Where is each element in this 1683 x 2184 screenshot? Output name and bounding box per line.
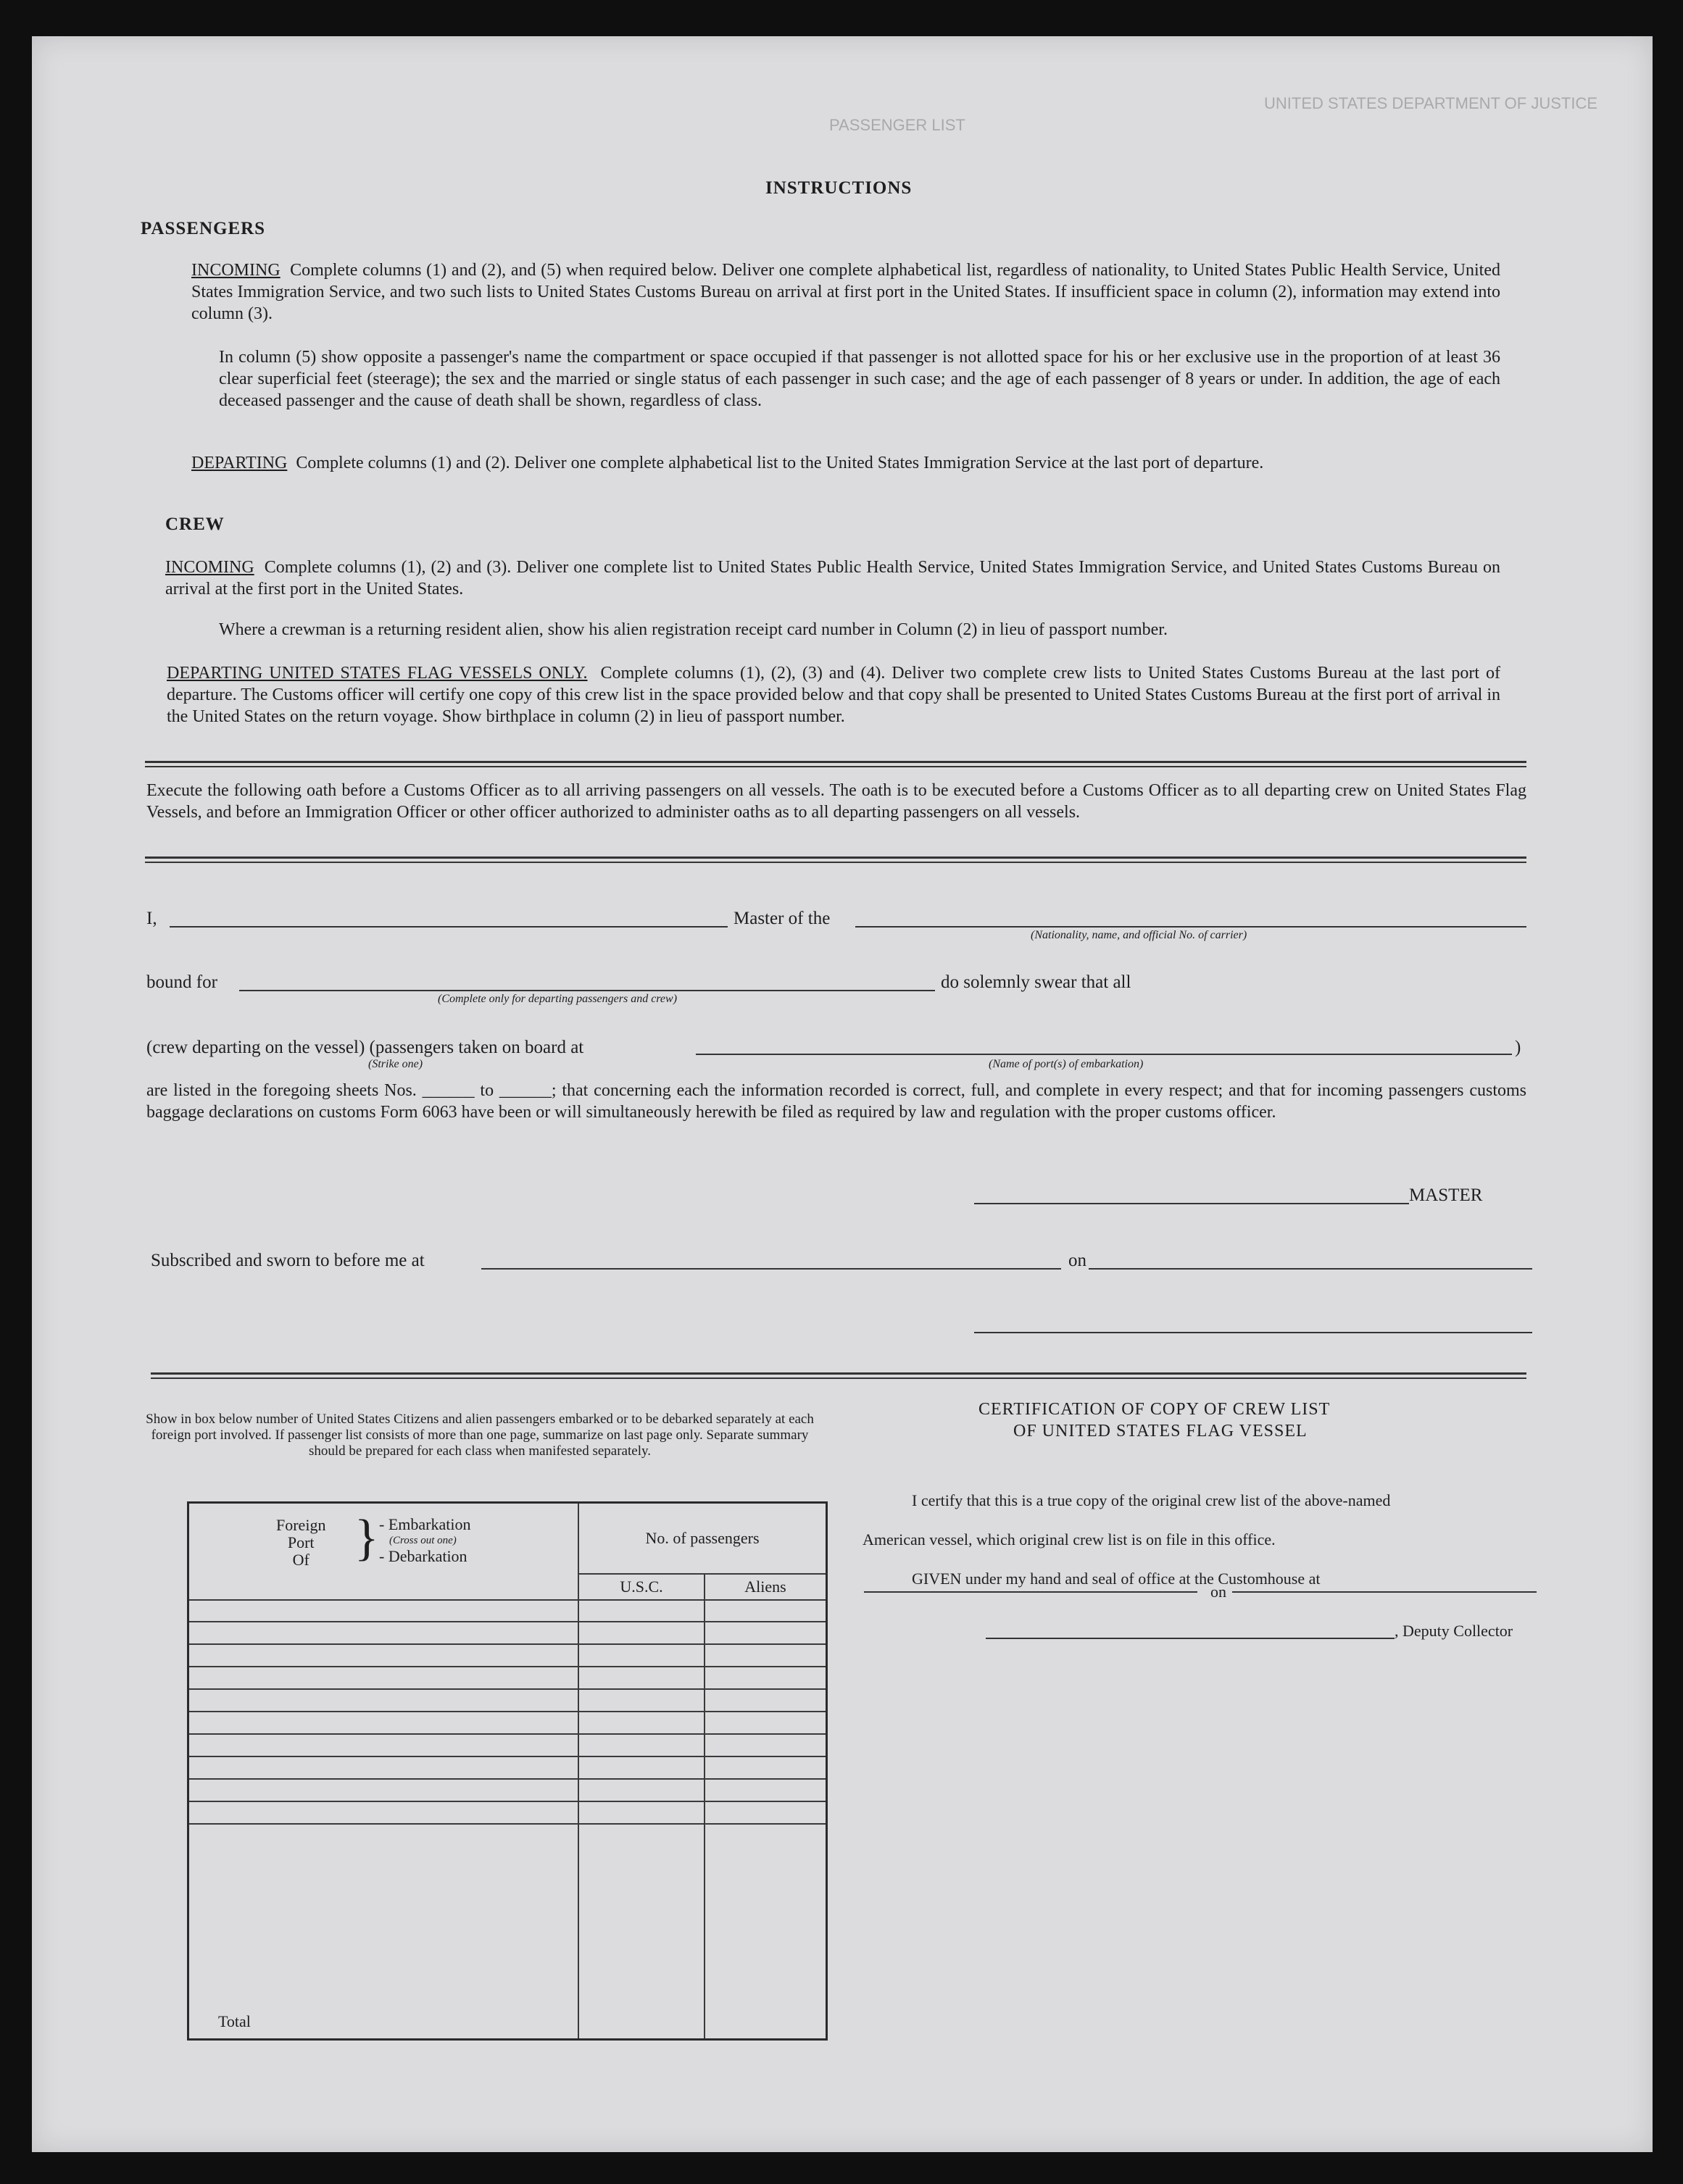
section-divider [145, 761, 1526, 767]
crew-incoming-text: Complete columns (1), (2) and (3). Deliver one complete list to United States Public Health Service, United States Immigration Service, and United States Customs Bureau on arrival at the first port in the United States. [165, 558, 1501, 599]
certification-title-line2: OF UNITED STATES FLAG VESSEL [1013, 1422, 1308, 1441]
table-row[interactable] [188, 1667, 579, 1689]
table-row[interactable] [188, 1779, 579, 1801]
bound-for-caption: (Complete only for departing passengers and crew) [438, 993, 678, 1005]
cert-on-label: on [1210, 1583, 1226, 1601]
table-row[interactable] [188, 1689, 579, 1712]
crew-resident-paragraph: Where a crewman is a returning resident alien, show his alien registration receipt card number in Column (2) in lieu of passport number. [219, 620, 1168, 639]
summary-instructions: Show in box below number of United States Citizens and alien passengers embarked or to be debarked separately at each foreign port involved. If passenger list consists of more than one page, summarize on last page only. Separate summary should be prepared for each class when manifested separately. [146, 1412, 814, 1459]
certify-line1: I certify that this is a true copy of the original crew list of the above-named [912, 1491, 1391, 1509]
subscribed-place-field[interactable] [481, 1268, 1061, 1270]
passengers-departing-text: Complete columns (1) and (2). Deliver one complete alphabetical list to the United States Immigration Service at the last port of departure. [296, 454, 1264, 472]
usc-header: U.S.C. [578, 1574, 705, 1600]
swear-text: do solemnly swear that all [941, 972, 1131, 992]
table-row[interactable] [188, 1644, 579, 1667]
table-row[interactable] [188, 1801, 579, 1824]
master-signature-field[interactable] [974, 1203, 1409, 1204]
passengers-departing-label: DEPARTING [191, 454, 288, 472]
carrier-caption: (Nationality, name, and official No. of carrier) [1031, 929, 1247, 941]
bound-for-field[interactable] [239, 990, 935, 991]
embarkation-port-field[interactable] [696, 1054, 1512, 1055]
passengers-heading: PASSENGERS [141, 219, 266, 238]
crew-heading: CREW [165, 514, 225, 534]
crew-departing-text: Complete columns (1), (2), (3) and (4). Deliver two complete crew lists to United States Customs Bureau at the last port of departure. The Customs officer will certify one copy of this crew list in the space provided below and that copy shall be presented to United States Customs Bureau at the first port of arrival in the United States on the return voyage. Show birthplace in column (2) in lieu of passport number. [167, 664, 1500, 726]
listed-paragraph: are listed in the foregoing sheets Nos. ______ to ______; that concerning each the information recorded is correct, full, and complete in every respect; and that for incoming passengers customs baggage declarations on customs Form 6063 have been or will simultaneously herewith be filed as required by law and regulation with the proper customs officer. [146, 1081, 1526, 1122]
oath-i-label: I, [146, 909, 157, 928]
close-paren: ) [1515, 1038, 1521, 1057]
port-header-cell [188, 1503, 579, 1600]
customhouse-field[interactable] [864, 1591, 1197, 1593]
crew-departing-paragraph [167, 662, 1500, 728]
crew-departing-label: DEPARTING UNITED STATES FLAG VESSELS ONLY. [167, 664, 588, 683]
passengers-incoming-paragraph [191, 259, 1500, 325]
certification-title-line1: CERTIFICATION OF COPY OF CREW LIST [978, 1400, 1331, 1419]
cert-date-field[interactable] [1232, 1591, 1537, 1593]
table-row[interactable] [188, 1756, 579, 1779]
port-caption: (Name of port(s) of embarkation) [989, 1058, 1144, 1070]
table-row[interactable] [188, 1622, 579, 1644]
officer-signature-field[interactable] [974, 1332, 1532, 1333]
section-divider [145, 856, 1526, 863]
oath-intro-paragraph: Execute the following oath before a Customs Officer as to all arriving passengers on all vessels. The oath is to be executed before a Customs Officer as to all departing crew on United States Flag Vessels, and before an Immigration Officer or other officer authorized to administer oaths as to all departing passengers on all vessels. [146, 781, 1526, 822]
cross-out-label: (Cross out one) [389, 1535, 457, 1546]
subscribed-date-field[interactable] [1089, 1268, 1532, 1270]
master-name-field[interactable] [170, 926, 728, 928]
subscribed-label: Subscribed and sworn to before me at [151, 1251, 425, 1270]
table-row[interactable] [188, 1600, 579, 1622]
port-label: Port [287, 1533, 315, 1551]
brace-glyph: } [354, 1510, 379, 1566]
table-row[interactable] [188, 1734, 579, 1756]
total-usc-cell[interactable] [578, 1824, 705, 2040]
passengers-incoming-label: INCOMING [191, 261, 280, 280]
crew-incoming-paragraph [165, 557, 1500, 600]
bleed-through-text: PASSENGER LIST [829, 116, 965, 134]
debarkation-label: - Debarkation [379, 1547, 467, 1565]
bound-for-label: bound for [146, 972, 217, 992]
aliens-header: Aliens [705, 1574, 827, 1600]
of-label: Of [292, 1551, 309, 1569]
certify-line2: American vessel, which original crew list is on file in this office. [863, 1530, 1276, 1549]
passengers-departing-paragraph [191, 452, 1500, 474]
crew-departing-text: (crew departing on the vessel) (passengers taken on board at [146, 1038, 584, 1057]
passenger-summary-table [187, 1501, 828, 2041]
total-label: Total [188, 1824, 579, 2040]
page-title: INSTRUCTIONS [765, 178, 913, 198]
deputy-signature-field[interactable] [986, 1638, 1395, 1639]
deputy-collector-label: , Deputy Collector [1395, 1622, 1513, 1640]
master-of-the-label: Master of the [734, 909, 831, 928]
table-row[interactable] [188, 1712, 579, 1734]
no-of-passengers-header: No. of passengers [578, 1503, 827, 1574]
section-divider [151, 1372, 1526, 1379]
embarkation-label: - Embarkation [379, 1515, 471, 1533]
subscribed-on-label: on [1068, 1251, 1086, 1270]
passengers-column5-paragraph: In column (5) show opposite a passenger's name the compartment or space occupied if that passenger is not allotted space for his or her exclusive use in the proportion of at least 36 clear superficial feet (steerage); the sex and the married or single status of each passenger in such case; and the age of each passenger of 8 years or under. In addition, the age of each deceased passenger and the cause of death shall be shown, regardless of class. [219, 348, 1500, 410]
master-label: MASTER [1409, 1185, 1483, 1205]
carrier-field[interactable] [855, 926, 1526, 928]
strike-one-caption: (Strike one) [368, 1058, 423, 1070]
passengers-incoming-text: Complete columns (1) and (2), and (5) when required below. Deliver one complete alphabetical list, regardless of nationality, to United States Public Health Service, United States Immigration Service, and two such lists to United States Customs Bureau on arrival at first port in the United States. If insufficient space in column (2), information may extend into column (3). [191, 261, 1500, 323]
total-aliens-cell[interactable] [705, 1824, 827, 2040]
document-page [32, 36, 1653, 2152]
bleed-through-text: UNITED STATES DEPARTMENT OF JUSTICE [1264, 94, 1598, 112]
crew-incoming-label: INCOMING [165, 558, 254, 577]
foreign-label: Foreign [276, 1516, 326, 1534]
given-line: GIVEN under my hand and seal of office at the Customhouse at [912, 1570, 1321, 1588]
